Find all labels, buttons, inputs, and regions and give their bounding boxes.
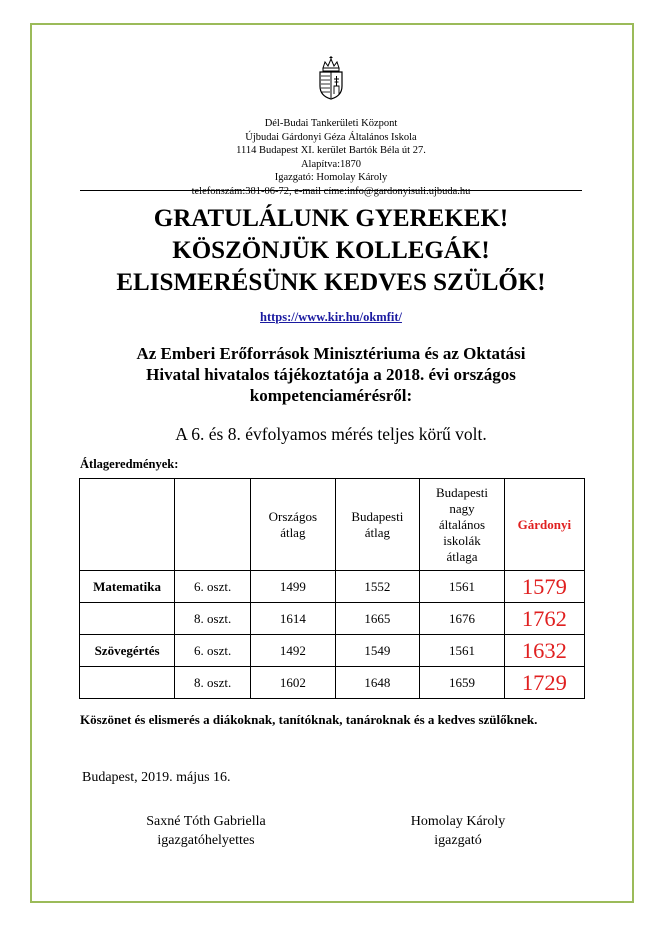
header-budapest-line-2: átlag [364, 524, 390, 540]
coat-of-arms-icon [316, 56, 346, 100]
cell-bp-large: 1659 [420, 667, 505, 699]
cell-grade: 6. oszt. [175, 571, 251, 603]
intro-line-2: Hivatal hivatalos tájékoztatója a 2018. évi országos [146, 365, 516, 384]
cell-subject [80, 603, 175, 635]
cell-subject [80, 667, 175, 699]
signature-deputy [126, 812, 286, 850]
headline-line-2: KÖSZÖNJÜK KOLLEGÁK! [172, 237, 490, 264]
header-bp-large-line-3: általános [438, 516, 486, 532]
header-line-address: 1114 Budapest XI. kerület Bartók Béla út 27. [236, 145, 426, 157]
subintro-text: A 6. és 8. évfolyamos mérés teljes körű volt. [175, 424, 487, 444]
header-bp-large-line-5: átlaga [446, 548, 478, 564]
cell-national: 1492 [251, 635, 335, 667]
headline-line-1: GRATULÁLUNK GYEREKEK! [153, 205, 509, 232]
header-divider [80, 190, 582, 191]
date-line: Budapest, 2019. május 16. [82, 770, 231, 785]
cell-national: 1499 [251, 571, 335, 603]
cell-subject: Matematika [80, 571, 175, 603]
cell-bp-large: 1561 [420, 635, 505, 667]
header-national-line-1: Országos [268, 508, 318, 524]
cell-budapest: 1549 [335, 635, 420, 667]
cell-bp-large: 1676 [420, 603, 505, 635]
cell-bp-large: 1561 [420, 571, 505, 603]
table-row [80, 571, 585, 603]
signature-name: Homolay Károly [410, 814, 506, 829]
table-row [80, 635, 585, 667]
kir-link[interactable]: https://www.kir.hu/okmfit/ [260, 310, 402, 324]
header-bp-large [420, 479, 505, 571]
cell-subject: Szövegértés [80, 635, 175, 667]
cell-budapest: 1665 [335, 603, 420, 635]
header-bp-large-line-4: iskolák [443, 532, 481, 548]
header-national-line-2: átlag [280, 524, 306, 540]
signature-name: Saxné Tóth Gabriella [146, 814, 266, 829]
header-budapest [335, 479, 420, 571]
school-header [80, 117, 582, 199]
header-line-founded: Alapítva:1870 [300, 158, 362, 170]
averages-label: Átlageredmények: [80, 457, 179, 471]
thanks-text: Köszönet és elismerés a diákoknak, tanítóknak, tanároknak és a kedves szülőknek. [80, 712, 538, 727]
table-row [80, 667, 585, 699]
header-line-contact: telefonszám:381-06-72, e-mail címe:info@gardonyisuli.ujbuda.hu [191, 185, 471, 197]
cell-national: 1602 [251, 667, 335, 699]
header-line-director: Igazgató: Homolay Károly [274, 172, 388, 184]
header-line-school: Újbudai Gárdonyi Géza Általános Iskola [245, 131, 417, 143]
headline [60, 203, 602, 299]
cell-grade: 8. oszt. [175, 603, 251, 635]
cell-grade: 8. oszt. [175, 667, 251, 699]
cell-gardonyi: 1632 [504, 635, 584, 667]
cell-gardonyi: 1762 [504, 603, 584, 635]
header-budapest-line-1: Budapesti [351, 508, 404, 524]
header-line-district: Dél-Budai Tankerületi Központ [264, 118, 398, 129]
cell-grade: 6. oszt. [175, 635, 251, 667]
table-header-row [80, 479, 585, 571]
header-gardonyi: Gárdonyi [504, 479, 584, 571]
cell-budapest: 1552 [335, 571, 420, 603]
intro-line-1: Az Emberi Erőforrások Minisztériuma és az Oktatási [136, 344, 526, 363]
cell-gardonyi: 1729 [504, 667, 584, 699]
signature-director [378, 812, 538, 850]
intro-line-3: kompetenciamérésről: [249, 386, 413, 405]
table-row [80, 603, 585, 635]
cell-gardonyi: 1579 [504, 571, 584, 603]
header-grade [175, 479, 251, 571]
header-national [251, 479, 335, 571]
header-subject [80, 479, 175, 571]
cell-national: 1614 [251, 603, 335, 635]
results-table [79, 478, 585, 699]
header-bp-large-line-2: nagy [449, 500, 475, 516]
signature-title: igazgató [434, 833, 482, 848]
intro-text [60, 343, 602, 406]
signature-title: igazgatóhelyettes [157, 833, 255, 848]
headline-line-3: ELISMERÉSÜNK KEDVES SZÜLŐK! [116, 269, 546, 296]
cell-budapest: 1648 [335, 667, 420, 699]
header-bp-large-line-1: Budapesti [436, 484, 488, 500]
